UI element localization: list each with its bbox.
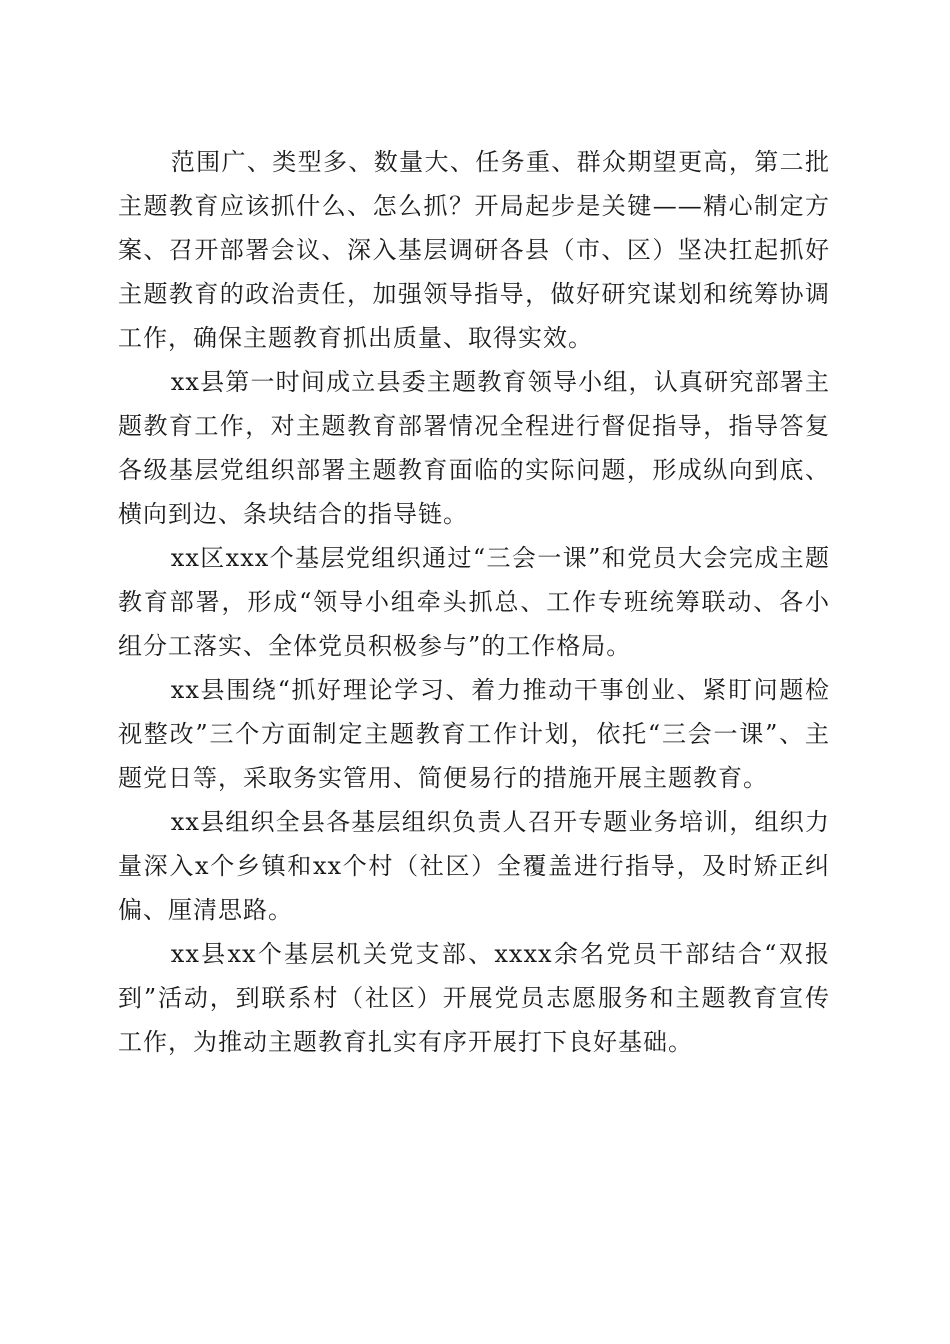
document-body [118, 140, 830, 1064]
paragraph-4: xx县围绕“抓好理论学习、着力推动干事创业、紧盯问题检视整改”三个方面制定主题教育工作计划，依托“三会一课”、主题党日等，采取务实管用、简便易行的措施开展主题教育。 [118, 676, 830, 792]
paragraph-2: xx县第一时间成立县委主题教育领导小组，认真研究部署主题教育工作，对主题教育部署情况全程进行督促指导，指导答复各级基层党组织部署主题教育面临的实际问题，形成纵向到底、横向到边、条块结合的指导链。 [118, 368, 830, 528]
paragraph-1: 范围广、类型多、数量大、任务重、群众期望更高，第二批主题教育应该抓什么、怎么抓？开局起步是关键——精心制定方案、召开部署会议、深入基层调研各县（市、区）坚决扛起抓好主题教育的政治责任，加强领导指导，做好研究谋划和统筹协调工作，确保主题教育抓出质量、取得实效。 [118, 148, 830, 352]
paragraph-5: xx县组织全县各基层组织负责人召开专题业务培训，组织力量深入x个乡镇和xx个村（社区）全覆盖进行指导，及时矫正纠偏、厘清思路。 [118, 808, 830, 924]
paragraph-3: xx区xxx个基层党组织通过“三会一课”和党员大会完成主题教育部署，形成“领导小组牵头抓总、工作专班统筹联动、各小组分工落实、全体党员积极参与”的工作格局。 [118, 544, 830, 660]
paragraph-6: xx县xx个基层机关党支部、xxxx余名党员干部结合“双报到”活动，到联系村（社区）开展党员志愿服务和主题教育宣传工作，为推动主题教育扎实有序开展打下良好基础。 [118, 940, 830, 1056]
